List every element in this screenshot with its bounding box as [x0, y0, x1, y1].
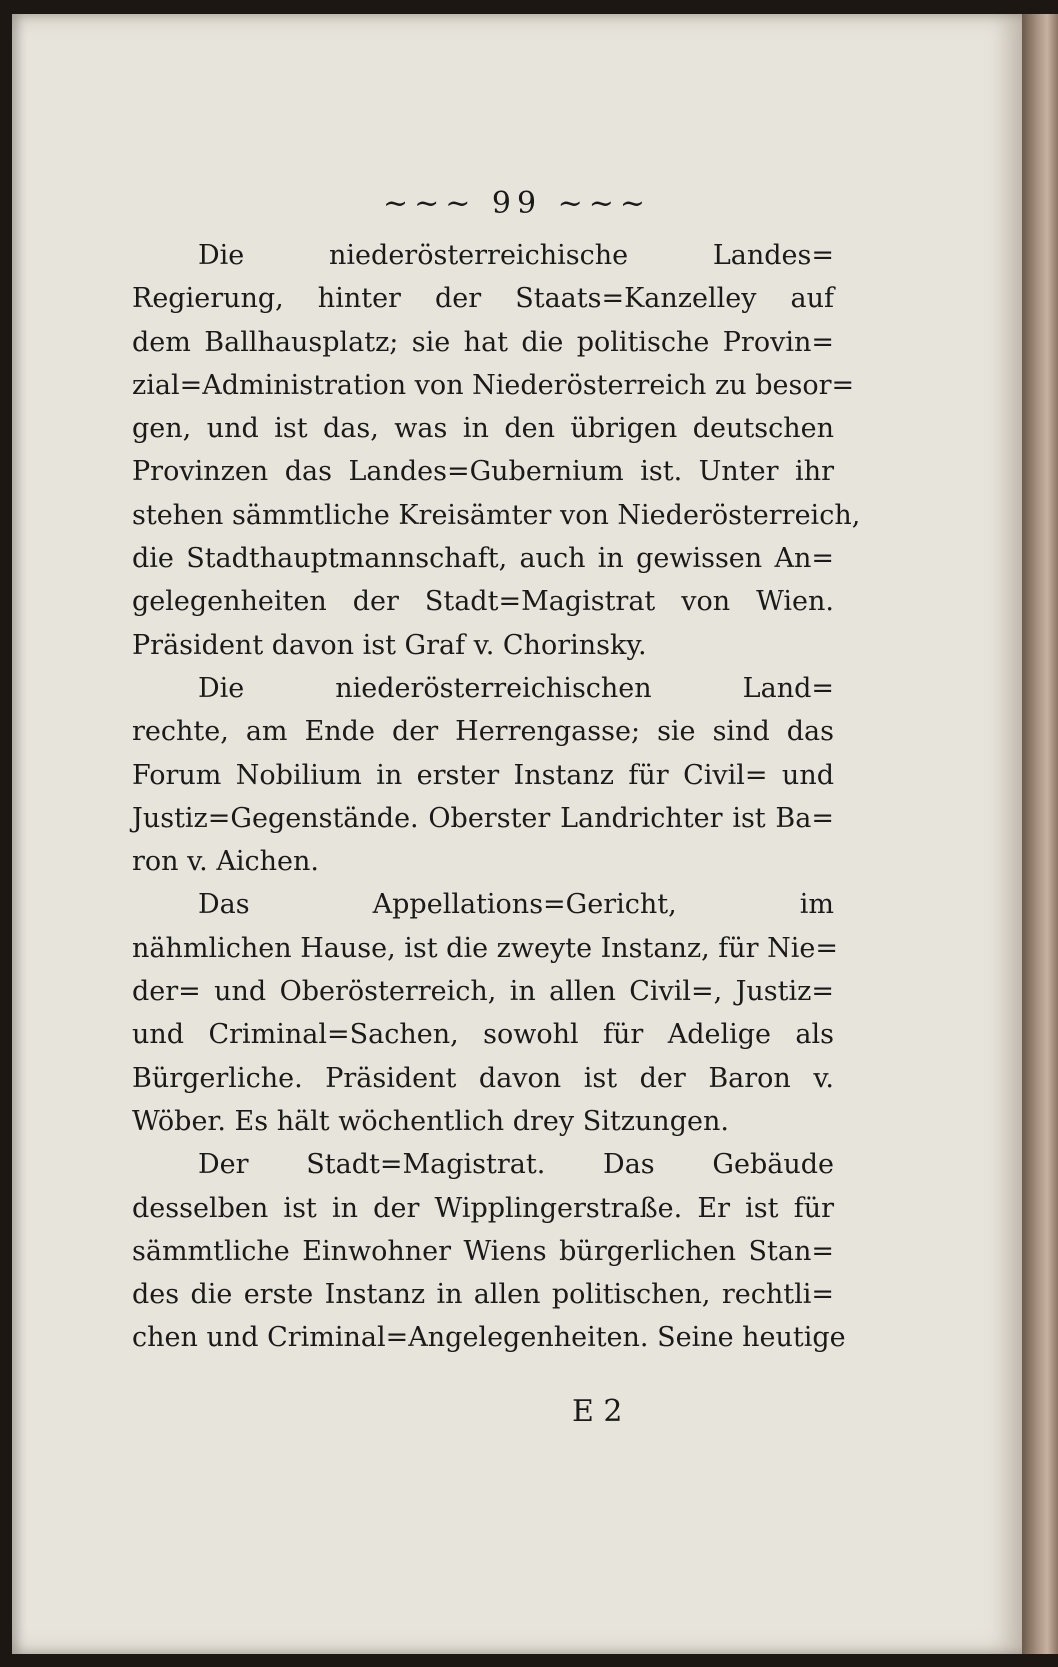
text-line: nähmlichen Hause, ist die zweyte Instanz, für Nie= [132, 932, 838, 964]
text-line: der= und Oberösterreich, in allen Civil=, Justiz= [132, 976, 834, 1008]
paragraph [132, 1143, 846, 1359]
text-line: Präsident davon ist Graf v. Chorinsky. [132, 629, 647, 661]
page-edge [1022, 14, 1058, 1654]
text-line: dem Ballhausplatz; sie hat die politische Provin= [132, 326, 834, 358]
text-line: desselben ist in der Wipplingerstraße. Er ist für [132, 1192, 834, 1224]
text-line: zial=Administration von Niederösterreich zu besor= [132, 369, 855, 401]
text-line: Das Appellations=Gericht, im [198, 889, 834, 921]
text-line: Regierung, hinter der Staats=Kanzelley auf [132, 283, 834, 315]
text-line: rechte, am Ende der Herrengasse; sie sind das [132, 716, 834, 748]
text-line: Der Stadt=Magistrat. Das Gebäude [198, 1149, 834, 1181]
page-number-header: ~~~ 99 ~~~ [382, 186, 652, 221]
text-line: des die erste Instanz in allen politischen, rechtli= [132, 1279, 834, 1311]
text-line: sämmtliche Einwohner Wiens bürgerlichen Stan= [132, 1235, 834, 1267]
text-line: Die niederösterreichische Landes= [198, 240, 834, 271]
text-line: Provinzen das Landes=Gubernium ist. Unter ihr [132, 456, 834, 488]
text-line: Wöber. Es hält wöchentlich drey Sitzungen. [132, 1105, 729, 1137]
paragraph [132, 883, 838, 1143]
text-line: Justiz=Gegenstände. Oberster Landrichter ist Ba= [132, 802, 834, 834]
text-line: stehen sämmtliche Kreisämter von Niederösterreich, [132, 499, 861, 531]
text-line: Forum Nobilium in erster Instanz für Civil= und [132, 759, 834, 791]
text-line: Die niederösterreichischen Land= [198, 672, 834, 704]
text-line: ron v. Aichen. [132, 846, 319, 878]
paragraph [132, 234, 861, 667]
text-line: chen und Criminal=Angelegenheiten. Seine heutige [132, 1322, 846, 1354]
signature-mark: E 2 [572, 1394, 623, 1429]
text-line: gen, und ist das, was in den übrigen deutschen [132, 413, 834, 445]
book-page [12, 14, 1022, 1654]
text-line: die Stadthauptmannschaft, auch in gewissen An= [132, 543, 834, 575]
body-text [132, 234, 861, 1360]
text-line: Bürgerliche. Präsident davon ist der Baron v. [132, 1062, 834, 1094]
text-line: gelegenheiten der Stadt=Magistrat von Wien. [132, 586, 834, 618]
paragraph [132, 667, 834, 883]
text-line: und Criminal=Sachen, sowohl für Adelige als [132, 1019, 834, 1051]
